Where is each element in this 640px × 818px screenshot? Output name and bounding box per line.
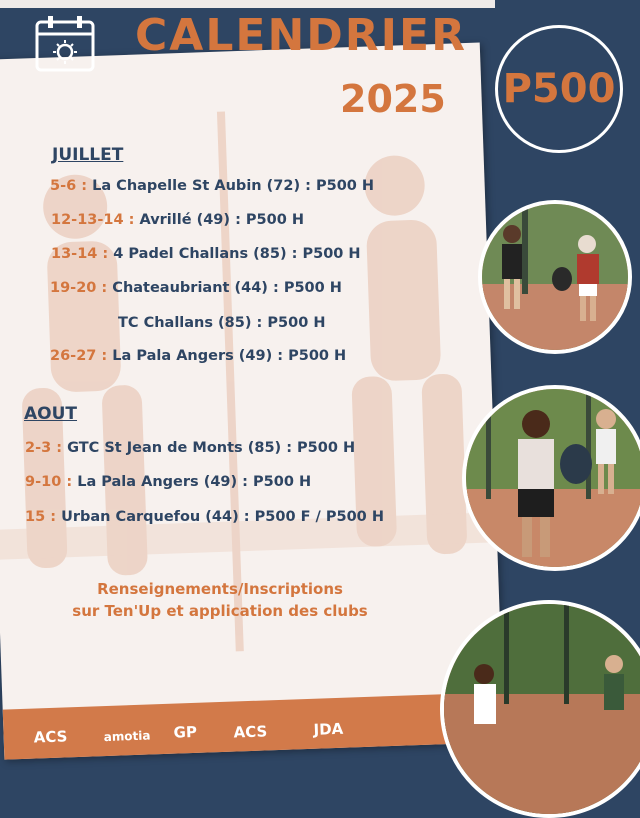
event-item xyxy=(25,509,384,525)
event-date: 12-13-14 : xyxy=(51,212,135,228)
logo-acs: ACS xyxy=(33,727,68,747)
logo-gp: GP xyxy=(173,722,198,742)
registration-info xyxy=(60,578,380,622)
year-label: 2025 xyxy=(340,77,446,121)
event-date: 5-6 : xyxy=(50,178,88,194)
event-text: La Pala Angers (49) : P500 H xyxy=(112,348,347,364)
event-text: Urban Carquefou (44) : P500 F / P500 H xyxy=(61,509,384,525)
registration-line-1: Renseignements/Inscriptions xyxy=(97,580,343,598)
event-item xyxy=(51,212,304,228)
registration-line-2: sur Ten'Up et application des clubs xyxy=(72,602,368,620)
event-date: 13-14 : xyxy=(51,246,109,262)
player-photo-2 xyxy=(462,385,640,571)
logo-jda: JDA xyxy=(313,719,344,739)
event-date: 2-3 : xyxy=(25,440,63,456)
event-text: La Pala Angers (49) : P500 H xyxy=(77,474,312,490)
event-item xyxy=(50,280,342,296)
logo-acs-2: ACS xyxy=(233,722,268,742)
event-date: 19-20 : xyxy=(50,280,108,296)
event-text: Chateaubriant (44) : P500 H xyxy=(112,280,342,296)
event-item xyxy=(25,474,311,490)
padel-players-image xyxy=(482,204,628,350)
event-item xyxy=(25,440,355,456)
event-text: GTC St Jean de Monts (85) : P500 H xyxy=(67,440,356,456)
logo-amotia: amotia xyxy=(103,728,151,745)
event-date: 26-27 : xyxy=(50,348,108,364)
event-item xyxy=(50,178,374,194)
player-photo-3 xyxy=(440,600,640,818)
padel-players-image xyxy=(444,604,640,814)
page-title: CALENDRIER xyxy=(135,10,467,61)
event-text: 4 Padel Challans (85) : P500 H xyxy=(113,246,361,262)
event-text: Avrillé (49) : P500 H xyxy=(139,212,304,228)
event-text: TC Challans (85) : P500 H xyxy=(118,315,326,331)
event-item xyxy=(51,246,361,262)
event-date: 9-10 : xyxy=(25,474,73,490)
month-heading: JUILLET xyxy=(52,145,124,165)
event-item xyxy=(118,315,325,331)
player-photo-1 xyxy=(478,200,632,354)
event-item xyxy=(50,348,346,364)
padel-players-image xyxy=(466,389,640,567)
event-text: La Chapelle St Aubin (72) : P500 H xyxy=(92,178,375,194)
p500-badge: P500 xyxy=(495,25,623,153)
month-heading: AOUT xyxy=(24,404,78,424)
event-date: 15 : xyxy=(25,509,57,525)
